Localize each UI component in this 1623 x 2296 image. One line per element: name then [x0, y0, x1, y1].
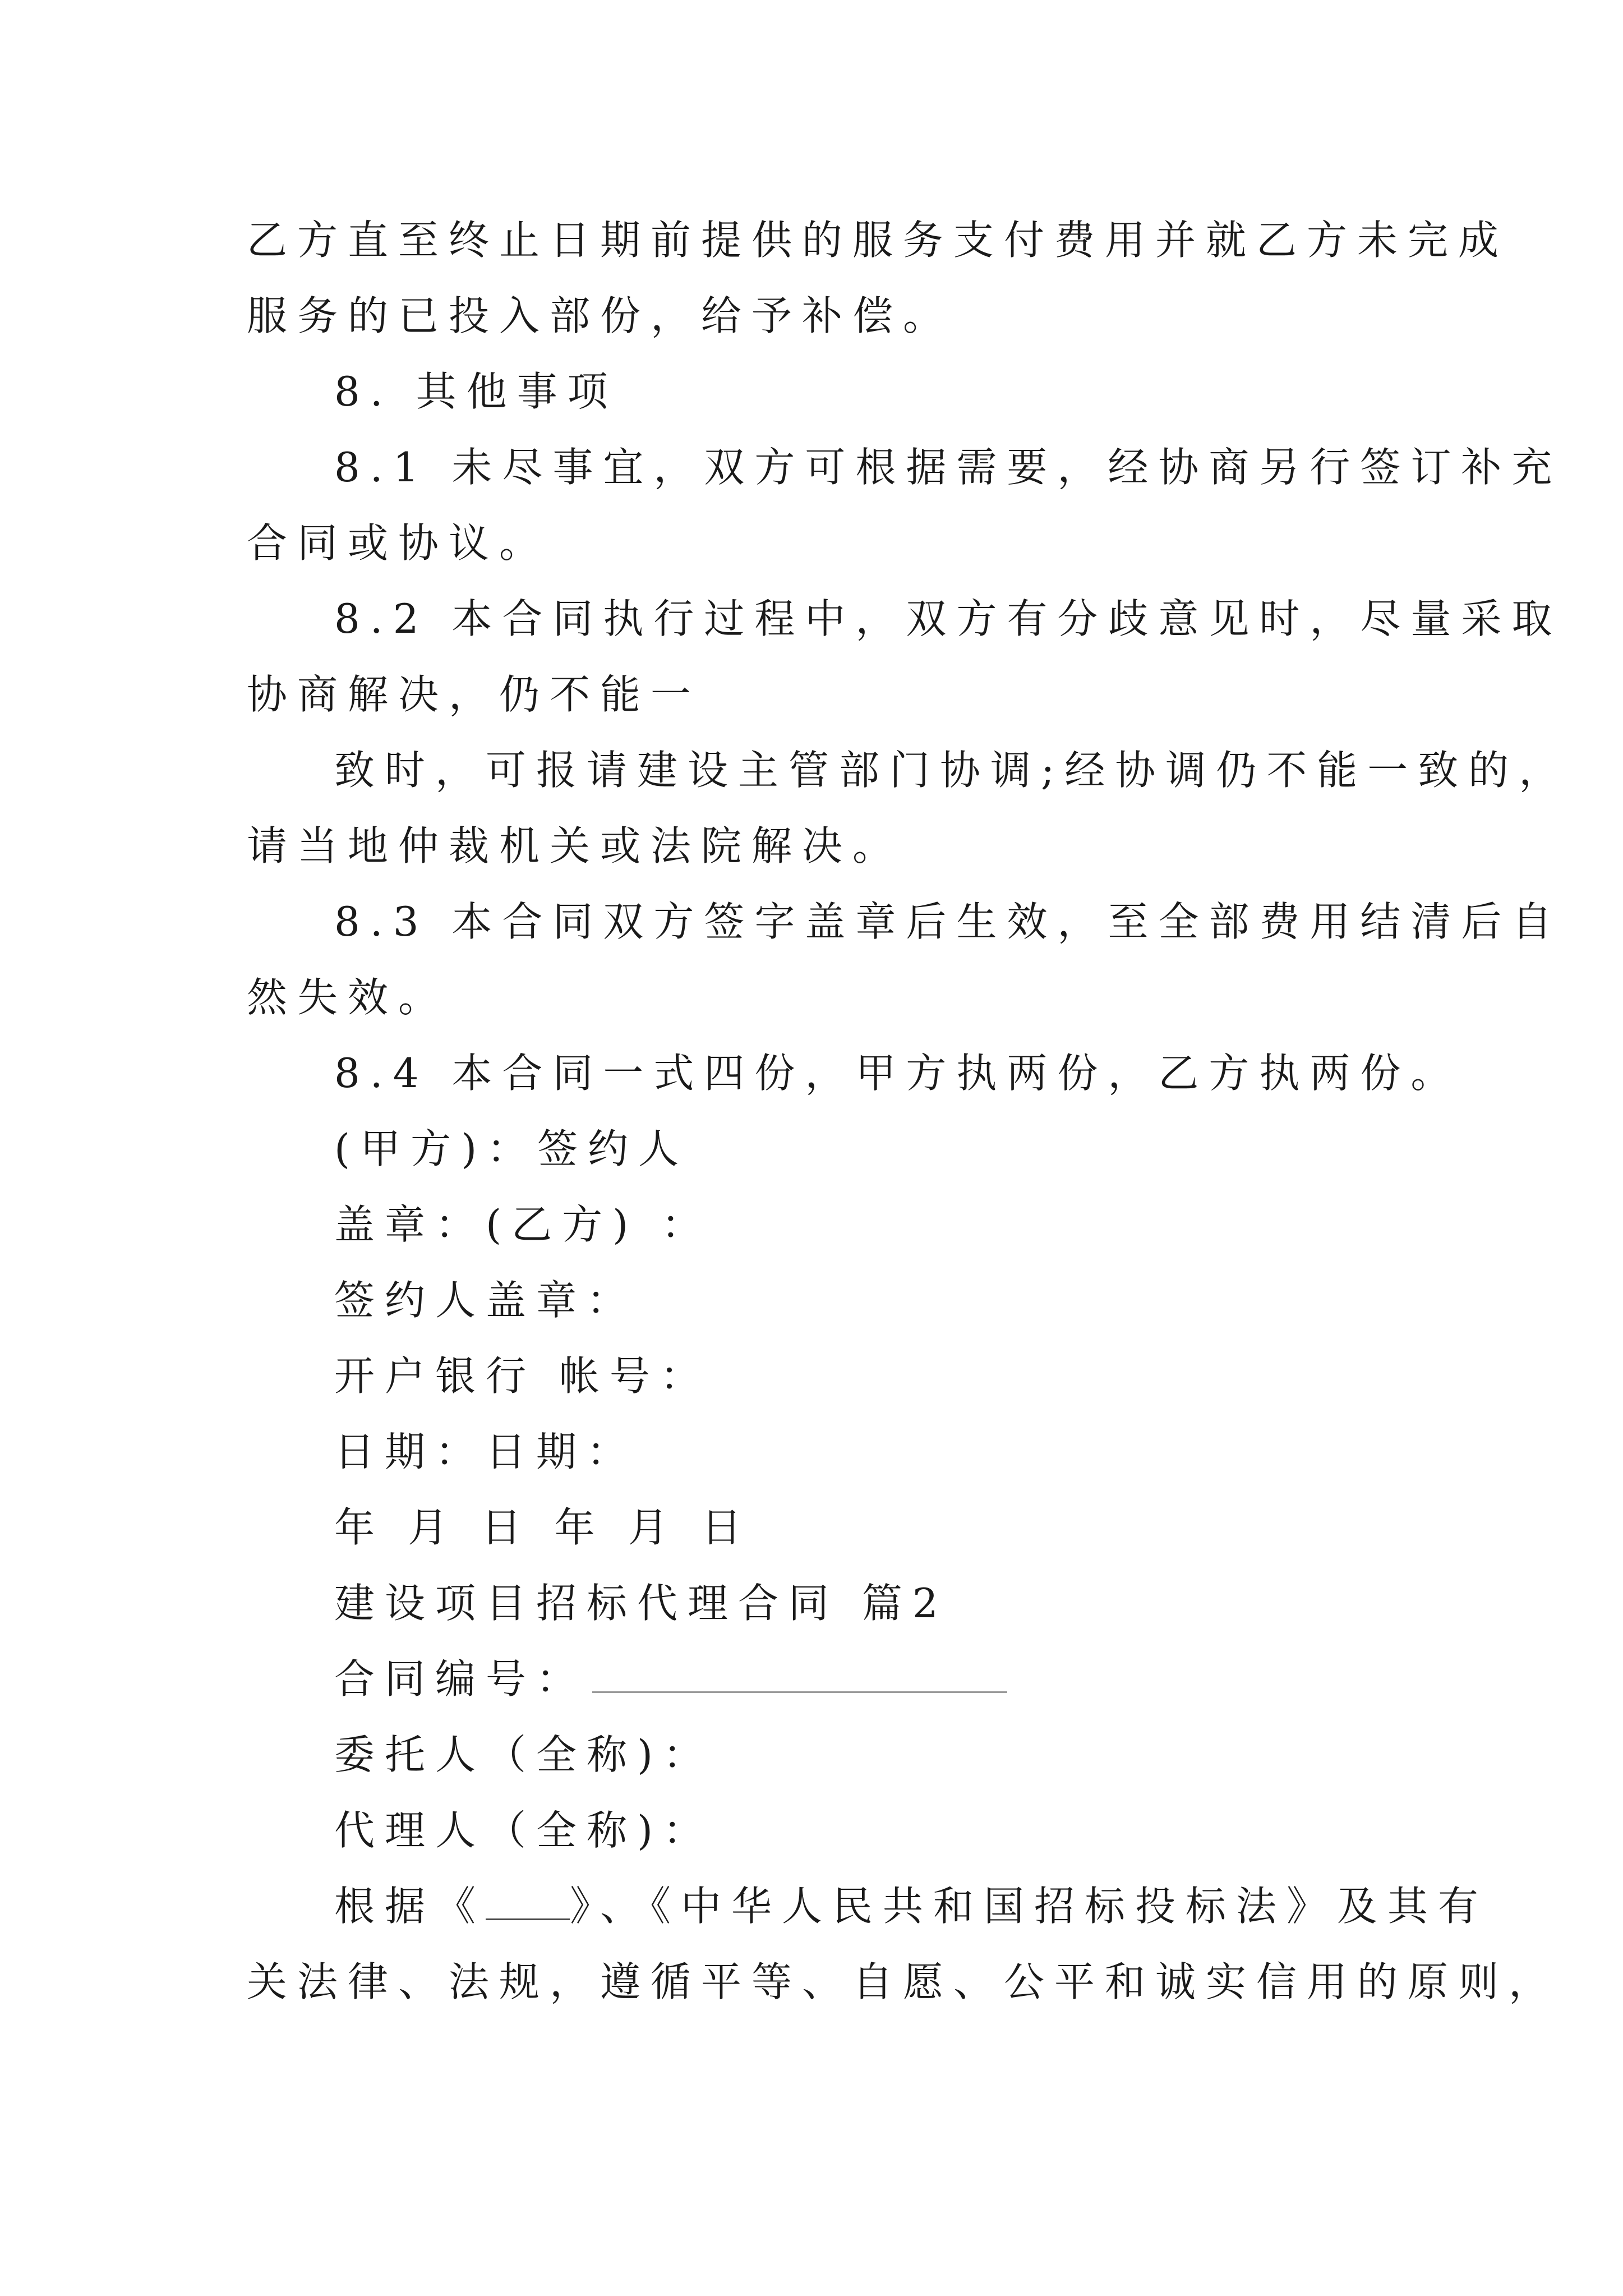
clause-line: 致时，可报请建设主管部门协调;经协调仍不能一致的， — [334, 747, 1570, 794]
principal-field: 委托人（全称)： — [334, 1731, 714, 1778]
clause-line: 8.4 本合同一式四份，甲方执两份，乙方执两份。 — [334, 1050, 1461, 1097]
contract-number-label: 合同编号： — [334, 1655, 587, 1703]
paragraph-line: 乙方直至终止日期前提供的服务支付费用并就乙方未完成 — [247, 217, 1509, 264]
contract-title: 建设项目招标代理合同 篇2 — [334, 1580, 948, 1627]
clause-line: 请当地仲裁机关或法院解决。 — [247, 822, 903, 869]
law-name-blank — [486, 1896, 570, 1920]
clause-line: 协商解决，仍不能一 — [247, 671, 702, 718]
bank-account-field: 开户银行 帐号： — [334, 1352, 711, 1400]
basis-prefix: 根据《 — [334, 1883, 486, 1930]
basis-suffix: 》、《中华人民共和国招标投标法》及其有 — [570, 1883, 1489, 1930]
date-values: 年 月 日 年 月 日 — [334, 1504, 752, 1551]
paragraph-line: 关法律、法规，遵循平等、自愿、公平和诚实信用的原则， — [247, 1958, 1560, 2005]
clause-line: 8.3 本合同双方签字盖章后生效，至全部费用结清后自 — [334, 898, 1562, 945]
signature-field: 盖章：(乙方) ： — [334, 1201, 712, 1248]
paragraph-line — [334, 1883, 1489, 1930]
agent-field: 代理人（全称)： — [334, 1807, 714, 1854]
clause-line: 8.1 未尽事宜，双方可根据需要，经协商另行签订补充 — [334, 444, 1562, 491]
paragraph-line: 服务的已投入部份，给予补偿。 — [247, 292, 954, 339]
signature-field: (甲方)：签约人 — [334, 1125, 689, 1172]
signature-field: 签约人盖章： — [334, 1277, 638, 1324]
date-field: 日期：日期： — [334, 1428, 638, 1475]
clause-line: 然失效。 — [247, 974, 449, 1021]
contract-number-row — [334, 1655, 1007, 1703]
contract-number-blank — [592, 1669, 1007, 1693]
clause-line: 8.2 本合同执行过程中，双方有分歧意见时，尽量采取 — [334, 595, 1562, 642]
clause-line: 合同或协议。 — [247, 519, 550, 567]
section-heading: 8. 其他事项 — [334, 368, 618, 415]
